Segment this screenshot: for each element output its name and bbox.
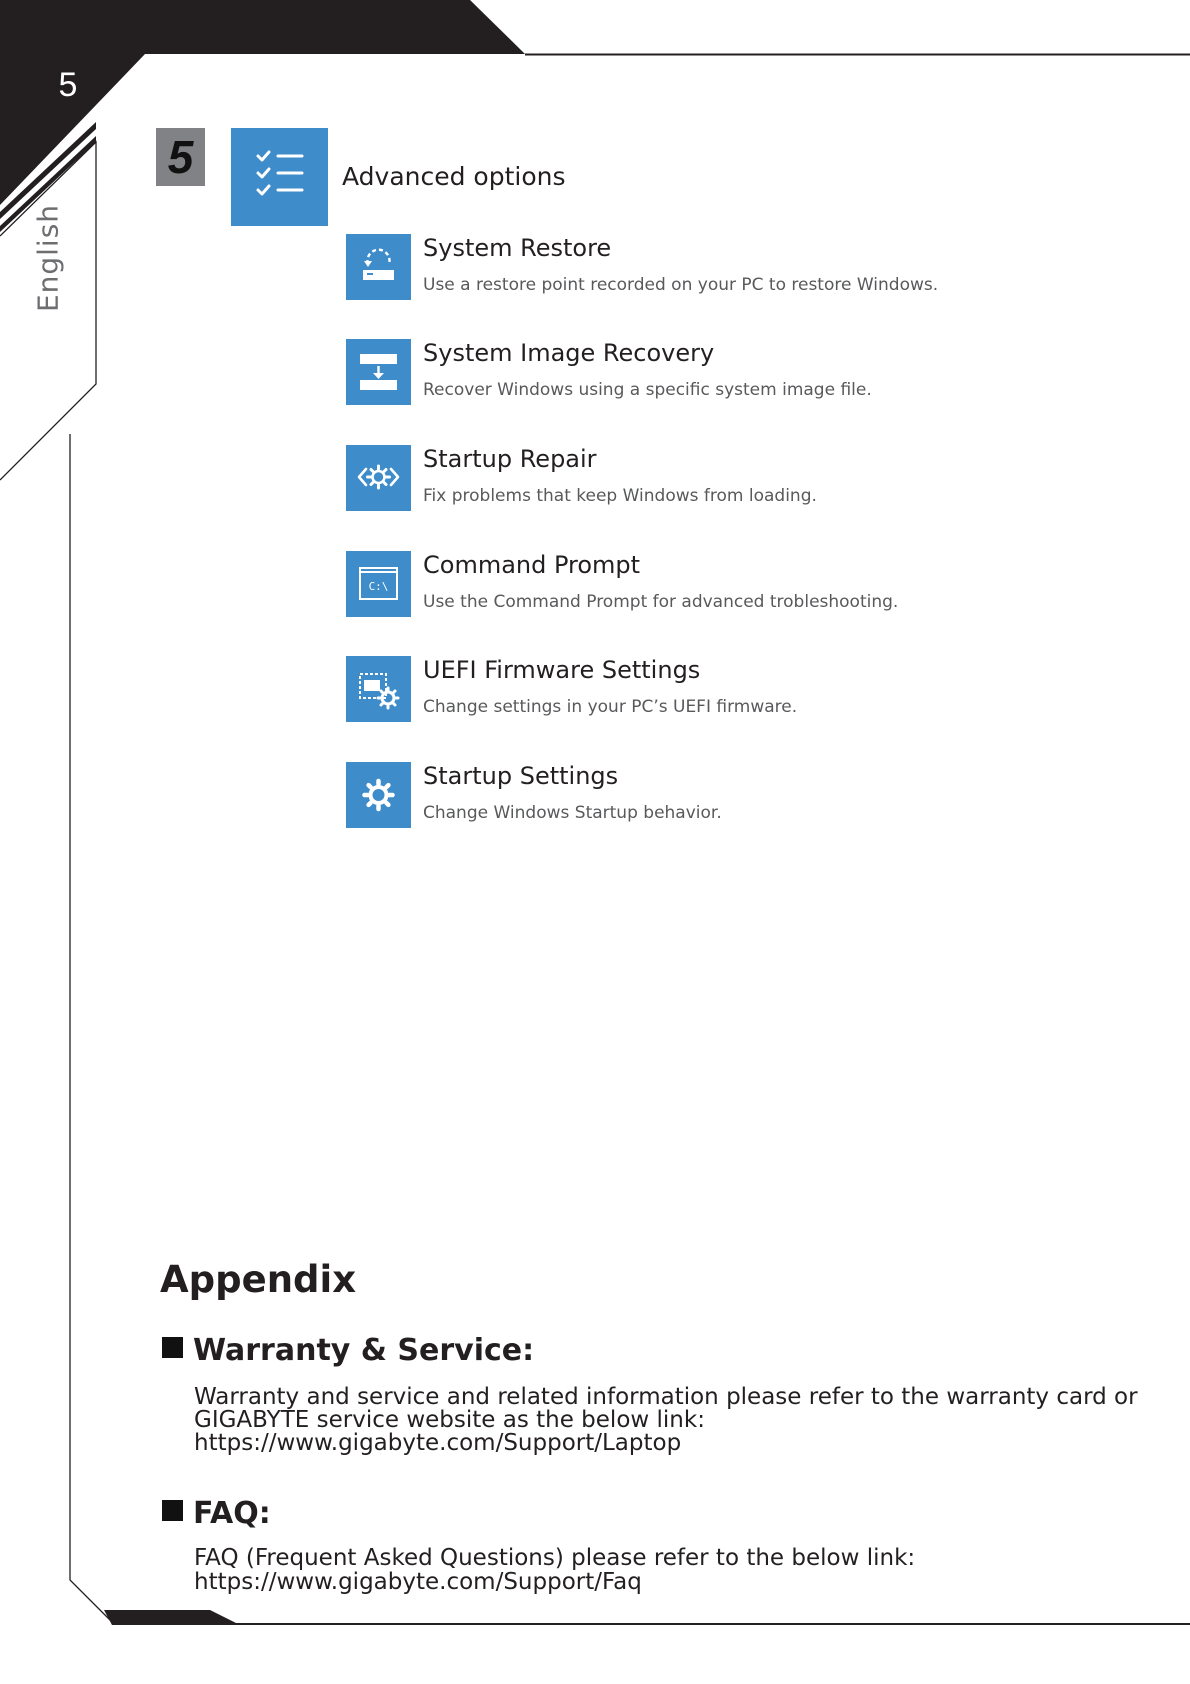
advanced-options-title: Advanced options (342, 162, 566, 191)
option-description: Change Windows Startup behavior. (423, 803, 722, 823)
faq-text-line-1: FAQ (Frequent Asked Questions) please refer to the below link: (194, 1545, 916, 1571)
option-title: System Image Recovery (423, 339, 715, 367)
command-prompt-icon-text: C:\ (368, 580, 389, 593)
startup-repair-icon (346, 445, 411, 511)
warranty-heading-text: Warranty & Service: (193, 1333, 535, 1368)
step-number-badge: 5 (156, 128, 205, 186)
option-title: System Restore (423, 234, 612, 262)
language-tab: English (31, 203, 65, 313)
faq-link-text[interactable]: https://www.gigabyte.com/Support/Faq (194, 1569, 642, 1595)
square-bullet-icon (162, 1337, 183, 1358)
warranty-link-text[interactable]: https://www.gigabyte.com/Support/Laptop (194, 1430, 682, 1456)
option-startup-repair[interactable] (346, 445, 1146, 511)
option-description: Fix problems that keep Windows from loading. (423, 486, 817, 506)
option-description: Change settings in your PC’s UEFI firmware. (423, 697, 798, 717)
option-description: Recover Windows using a specific system image file. (423, 380, 872, 400)
option-description: Use the Command Prompt for advanced trobleshooting. (423, 592, 899, 612)
option-uefi-firmware-settings[interactable] (346, 656, 1146, 722)
warranty-link[interactable] (194, 1432, 681, 1455)
option-system-restore[interactable] (346, 234, 1146, 300)
checklist-icon (231, 128, 328, 226)
option-title: Startup Settings (423, 762, 619, 790)
faq-heading (162, 1496, 271, 1531)
uefi-firmware-icon (346, 656, 411, 722)
faq-link[interactable] (194, 1571, 642, 1594)
faq-heading-text: FAQ: (193, 1496, 271, 1531)
startup-settings-icon (346, 762, 411, 828)
warranty-heading (162, 1333, 534, 1368)
warranty-text-line-1: Warranty and service and related information please refer to the warranty card or (194, 1384, 1138, 1410)
option-system-image-recovery[interactable] (346, 339, 1146, 405)
system-image-recovery-icon (346, 339, 411, 405)
option-title: Command Prompt (423, 551, 641, 579)
option-title: UEFI Firmware Settings (423, 656, 701, 684)
warranty-text-line-2: GIGABYTE service website as the below link: (194, 1407, 705, 1433)
option-startup-settings[interactable] (346, 762, 1146, 828)
square-bullet-icon (162, 1500, 183, 1521)
appendix-title: Appendix (160, 1258, 357, 1301)
option-command-prompt[interactable] (346, 551, 1146, 617)
option-title: Startup Repair (423, 445, 597, 473)
command-prompt-icon (346, 551, 411, 617)
page-number: 5 (58, 66, 78, 104)
system-restore-icon (346, 234, 411, 300)
option-description: Use a restore point recorded on your PC to restore Windows. (423, 275, 939, 295)
